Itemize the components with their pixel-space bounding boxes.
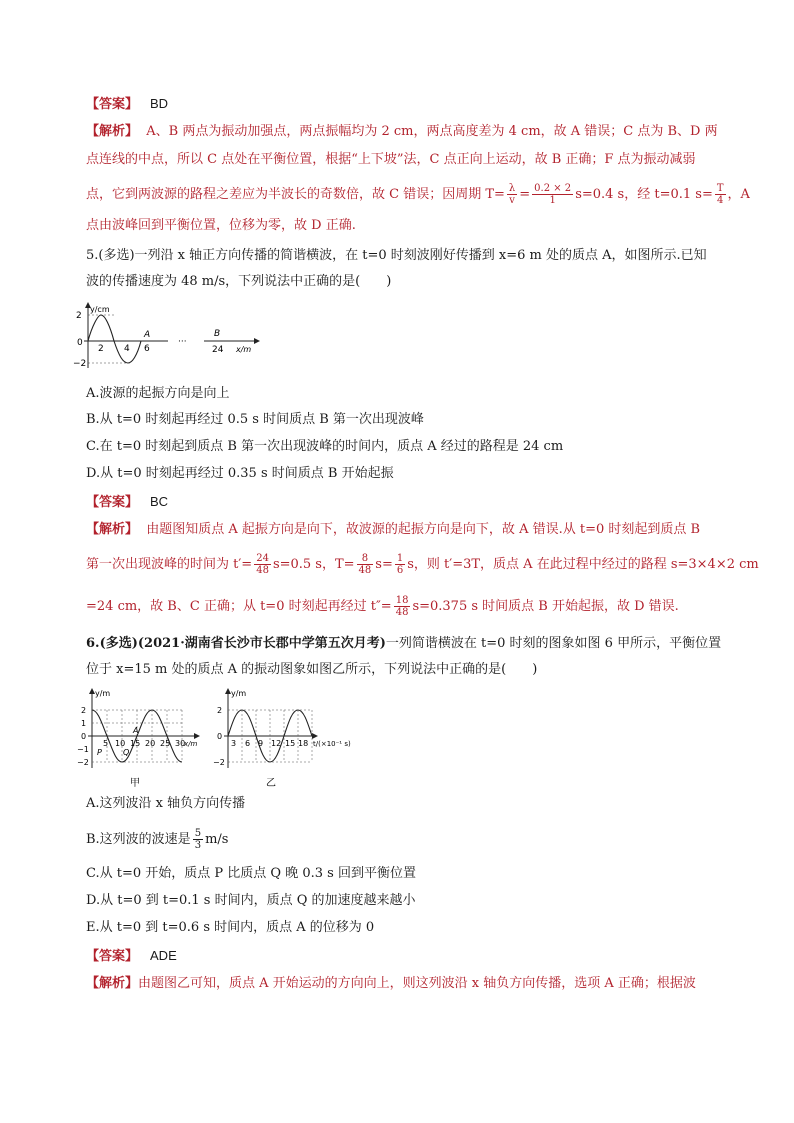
answer-tag: 【答案】 bbox=[86, 97, 139, 112]
answer-value: BD bbox=[150, 96, 169, 111]
analysis-text: 点，它到两波源的路程之差应为半波长的奇数倍，故 C 错误；因周期 T= bbox=[86, 187, 505, 202]
y-tick-2: 2 bbox=[81, 706, 87, 715]
q5-analysis-line-1 bbox=[86, 520, 746, 540]
q6-option-a: A.这列波沿 x 轴负方向传播 bbox=[86, 796, 246, 811]
analysis-text: ，A bbox=[727, 187, 750, 202]
y-tick-neg2: −2 bbox=[77, 758, 89, 767]
analysis-text: s=0.375 s 时间质点 B 开始起振，故 D 错误. bbox=[412, 599, 679, 614]
y-tick-0: 0 bbox=[217, 732, 223, 741]
q6-option-b bbox=[86, 822, 746, 858]
q4-answer-row bbox=[86, 94, 746, 115]
analysis-tag: 【解析】 bbox=[86, 976, 139, 991]
q5-option-a: A.波源的起振方向是向上 bbox=[86, 386, 230, 401]
q6-figure-yi bbox=[212, 686, 362, 790]
q5-stem-line-2: 波的传播速度为 48 m/s，下列说法中正确的是( ) bbox=[86, 274, 392, 289]
answer-tag: 【答案】 bbox=[86, 495, 139, 510]
equals-sign: = bbox=[519, 187, 531, 202]
analysis-text: s，则 t′=3T，质点 A 在此过程中经过的路程 s=3×4×2 cm bbox=[407, 557, 759, 572]
y-tick-neg2: −2 bbox=[213, 758, 225, 767]
t-tick-3: 3 bbox=[231, 739, 237, 748]
q5-stem-line-1: 5.(多选)一列沿 x 轴正方向传播的简谐横波，在 t=0 时刻波刚好传播到 x=6 m 处的质点 A，如图所示.已知 bbox=[86, 248, 707, 263]
q6-figure-jia bbox=[70, 686, 205, 790]
q4-analysis-line-1 bbox=[86, 122, 746, 142]
fraction-value: $\frac{0.2 \times 2}{1}$ bbox=[534, 183, 572, 206]
analysis-text: A、B 两点为振动加强点，两点振幅均为 2 cm，两点高度差为 4 cm，故 A 错误；C 点为 B、D 两 bbox=[146, 124, 718, 139]
y-tick-neg1: −1 bbox=[77, 745, 89, 754]
fraction-18-48: $\frac{18}{48}$ bbox=[395, 595, 409, 618]
q6-option-e: E.从 t=0 到 t=0.6 s 时间内，质点 A 的位移为 0 bbox=[86, 920, 375, 935]
fraction-1-6: $\frac{1}{6}$ bbox=[396, 553, 404, 576]
q4-analysis-line-4: 点由波峰回到平衡位置，位移为零，故 D 正确. bbox=[86, 218, 356, 233]
x-tick-25: 25 bbox=[160, 739, 171, 748]
q6-stem-line-2: 位于 x=15 m 处的质点 A 的振动图象如图乙所示，下列说法中正确的是( ) bbox=[86, 662, 538, 677]
x-tick-20: 20 bbox=[145, 739, 156, 748]
answer-value: ADE bbox=[150, 948, 177, 963]
t-tick-9: 9 bbox=[258, 739, 264, 748]
q5-analysis-line-2 bbox=[86, 548, 759, 582]
q5-option-d: D.从 t=0 时刻起再经过 0.35 s 时间质点 B 开始起振 bbox=[86, 466, 394, 481]
analysis-text: 第一次出现波峰的时间为 t′= bbox=[86, 557, 253, 572]
x-axis-arrow bbox=[254, 338, 260, 344]
q6-source: 6.(多选)(2021·湖南省长沙市长郡中学第五次月考) bbox=[86, 636, 386, 651]
fraction-t-4: $\frac{T}{4}$ bbox=[716, 183, 724, 206]
x-tick-2: 2 bbox=[98, 344, 104, 354]
t-tick-18: 18 bbox=[298, 739, 309, 748]
analysis-tag: 【解析】 bbox=[86, 124, 139, 139]
q4-analysis-line-2: 点连线的中点，所以 C 点处在平衡位置，根据“上下坡”法，C 点正向上运动，故 B 正确；F 点为振动减弱 bbox=[86, 152, 696, 167]
analysis-text: s=0.4 s，经 t=0.1 s= bbox=[575, 187, 713, 202]
answer-value: BC bbox=[150, 494, 169, 509]
fraction-5-3: $\frac{5}{3}$ bbox=[194, 828, 202, 851]
x-tick-10: 10 bbox=[115, 739, 126, 748]
y-tick-2: 2 bbox=[76, 311, 82, 321]
x-tick-6: 6 bbox=[144, 344, 150, 354]
point-a-label: A bbox=[133, 726, 139, 735]
q6-stem-line-1 bbox=[86, 634, 746, 654]
answer-tag: 【答案】 bbox=[86, 949, 139, 964]
q6-answer-row bbox=[86, 946, 746, 967]
analysis-text: 由题图乙可知，质点 A 开始运动的方向向上，则这列波沿 x 轴负方向传播，选项 A 正确；根据波 bbox=[138, 976, 696, 991]
analysis-text: =24 cm，故 B、C 正确；从 t=0 时刻起再经过 t″= bbox=[86, 599, 392, 614]
option-text: B.这列波的波速是 bbox=[86, 832, 191, 847]
q4-analysis-line-3 bbox=[86, 178, 750, 212]
t-tick-6: 6 bbox=[245, 739, 251, 748]
y-tick-neg2: −2 bbox=[73, 359, 87, 369]
x-axis-label: x/m bbox=[236, 345, 252, 354]
y-tick-0: 0 bbox=[81, 732, 87, 741]
q5-option-b: B.从 t=0 时刻起再经过 0.5 s 时间质点 B 第一次出现波峰 bbox=[86, 412, 424, 427]
q6-analysis-line-1 bbox=[86, 974, 746, 994]
t-axis-arrow bbox=[312, 733, 318, 739]
x-tick-4: 4 bbox=[124, 344, 130, 354]
t-axis-label: t/(×10⁻¹ s) bbox=[313, 740, 351, 748]
point-a-label: A bbox=[144, 330, 151, 340]
q6-option-d: D.从 t=0 到 t=0.1 s 时间内，质点 Q 的加速度越来越小 bbox=[86, 893, 416, 908]
x-axis-arrow bbox=[194, 733, 200, 739]
x-axis-label: x/m bbox=[184, 740, 198, 748]
y-axis-label: y/m bbox=[231, 689, 247, 698]
stem-text: 一列简谐横波在 t=0 时刻的图象如图 6 甲所示，平衡位置 bbox=[385, 636, 722, 651]
q5-answer-row bbox=[86, 492, 746, 513]
q5-option-c: C.在 t=0 时刻起到质点 B 第一次出现波峰的时间内，质点 A 经过的路程是 24 cm bbox=[86, 439, 564, 454]
figure-caption-jia: 甲 bbox=[130, 778, 140, 789]
x-tick-5: 5 bbox=[103, 739, 109, 748]
ellipsis-dots: ··· bbox=[178, 337, 187, 347]
y-tick-0: 0 bbox=[77, 338, 83, 348]
t-tick-15: 15 bbox=[285, 739, 296, 748]
y-tick-2: 2 bbox=[217, 706, 223, 715]
x-tick-24: 24 bbox=[212, 345, 224, 355]
y-tick-1: 1 bbox=[81, 719, 87, 728]
y-axis-label: y/m bbox=[95, 689, 111, 698]
analysis-text: 由题图知质点 A 起振方向是向下，故波源的起振方向是向下，故 A 错误.从 t=0 时刻起到质点 B bbox=[146, 522, 701, 537]
x-tick-30: 30 bbox=[175, 739, 186, 748]
x-tick-15: 15 bbox=[130, 739, 141, 748]
analysis-text: s= bbox=[375, 557, 393, 572]
point-p-label: P bbox=[97, 748, 102, 757]
option-unit: m/s bbox=[205, 832, 229, 847]
y-axis-label: y/cm bbox=[90, 305, 110, 314]
figure-caption-yi: 乙 bbox=[266, 778, 276, 789]
t-tick-12: 12 bbox=[271, 739, 282, 748]
point-q-label: Q bbox=[123, 748, 130, 757]
analysis-tag: 【解析】 bbox=[86, 522, 139, 537]
q6-option-c: C.从 t=0 开始，质点 P 比质点 Q 晚 0.3 s 回到平衡位置 bbox=[86, 866, 416, 881]
q5-wave-figure bbox=[70, 300, 270, 372]
point-b-label: B bbox=[214, 329, 221, 339]
fraction-lambda-v: $\frac{\lambda}{v}$ bbox=[508, 183, 516, 206]
wave-curve bbox=[88, 315, 168, 363]
fraction-8-48: $\frac{8}{48}$ bbox=[358, 553, 372, 576]
fraction-24-48: $\frac{24}{48}$ bbox=[256, 553, 269, 576]
q5-analysis-line-3 bbox=[86, 590, 746, 624]
analysis-text: s=0.5 s，T= bbox=[272, 557, 355, 572]
